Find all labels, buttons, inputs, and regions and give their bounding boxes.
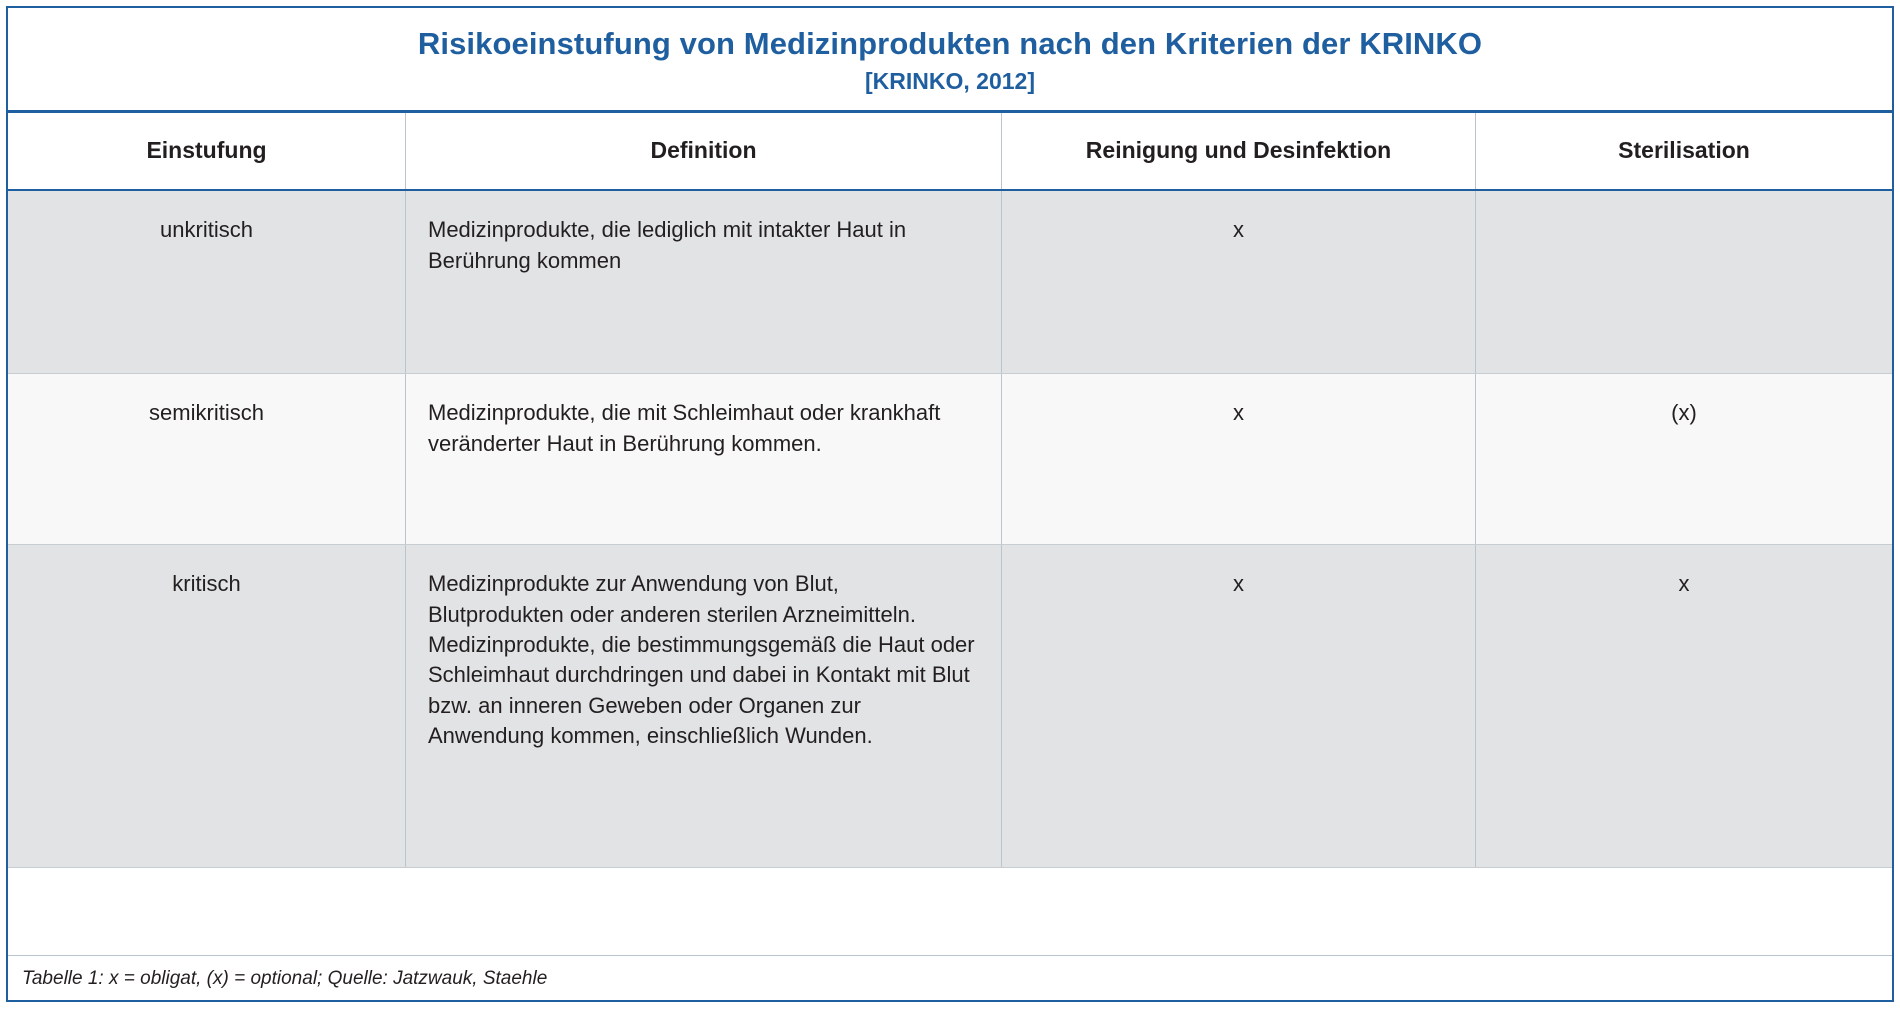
cell-definition: Medizinprodukte, die lediglich mit intakter Haut in Berührung kommen bbox=[406, 191, 1002, 373]
krinko-table-figure bbox=[6, 6, 1894, 1002]
cell-sterilisation: (x) bbox=[1671, 400, 1697, 426]
table-row bbox=[8, 191, 1892, 374]
krinko-table bbox=[8, 113, 1892, 955]
table-header-row bbox=[8, 113, 1892, 191]
cell-reinigung: x bbox=[1002, 374, 1476, 544]
table-footnote: Tabelle 1: x = obligat, (x) = optional; Quelle: Jatzwauk, Staehle bbox=[8, 955, 1892, 1000]
column-header-reinigung-desinfektion: Reinigung und Desinfektion bbox=[1002, 113, 1476, 189]
column-header-einstufung: Einstufung bbox=[8, 113, 406, 189]
cell-definition: Medizinprodukte zur Anwendung von Blut, Blutprodukten oder anderen sterilen Arzneimitteln. Medizinprodukte, die bestimmungsgemäß die Haut oder Schleimhaut durchdringen und dabei in Kontakt mit Blut bzw. an inneren Geweben oder Organen zur Anwendung kommen, einschließlich Wunden. bbox=[406, 545, 1002, 867]
cell-reinigung: x bbox=[1002, 545, 1476, 867]
cell-definition: Medizinprodukte, die mit Schleimhaut oder krankhaft veränderter Haut in Berührung kommen. bbox=[406, 374, 1002, 544]
figure-title-block bbox=[8, 8, 1892, 113]
cell-sterilisation: x bbox=[1678, 571, 1690, 597]
cell-einstufung: unkritisch bbox=[8, 191, 406, 373]
column-header-sterilisation: Sterilisation bbox=[1618, 137, 1750, 164]
figure-title-source: [KRINKO, 2012] bbox=[865, 67, 1035, 94]
table-row bbox=[8, 545, 1892, 868]
figure-title: Risikoeinstufung von Medizinprodukten nach den Kriterien der KRINKO bbox=[417, 26, 1483, 61]
table-row bbox=[8, 374, 1892, 545]
cell-einstufung: semikritisch bbox=[8, 374, 406, 544]
cell-sterilisation bbox=[1476, 191, 1892, 373]
column-header-definition: Definition bbox=[406, 113, 1002, 189]
cell-reinigung: x bbox=[1002, 191, 1476, 373]
cell-einstufung: kritisch bbox=[8, 545, 406, 867]
